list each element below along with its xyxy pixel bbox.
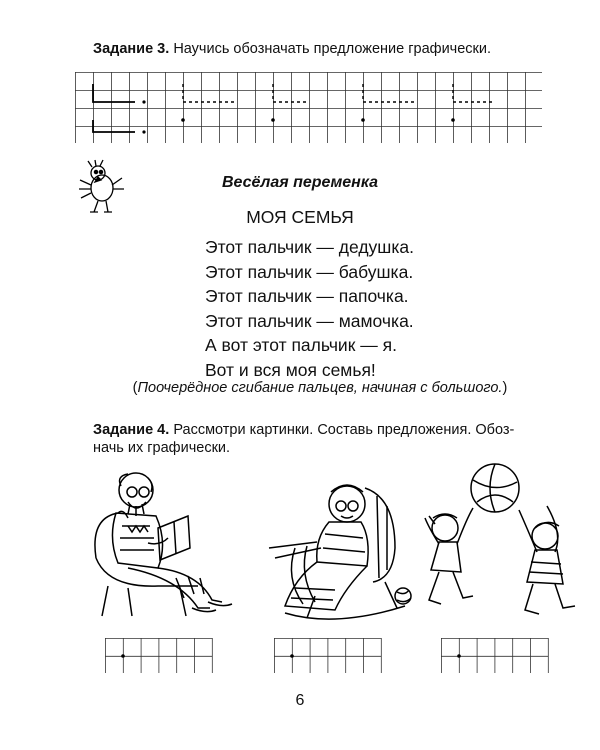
sentence-scheme-dashed-examples — [183, 84, 495, 102]
poem-line: Этот пальчик — папочка. — [205, 286, 409, 306]
poem-note-open: ( — [132, 380, 138, 396]
task3-title: Задание 3. — [93, 41, 170, 57]
task4-title: Задание 4. — [93, 422, 170, 438]
poem-line: А вот этот пальчик — я. — [205, 335, 397, 355]
poem-note-close: ) — [502, 380, 508, 396]
page-number: 6 — [295, 692, 305, 709]
poem-note-text: Поочерёдное сгибание пальцев, начиная с большого. — [137, 380, 503, 396]
poem-line: Этот пальчик — мамочка. — [205, 310, 414, 331]
poem-line: Этот пальчик — дедушка. — [205, 237, 414, 257]
answer-grid-1[interactable] — [105, 638, 213, 674]
task4-text-line1: Рассмотри картинки. Составь предложения. Обоз- — [173, 422, 515, 438]
task3-heading — [93, 40, 491, 58]
task3-practice-grid — [75, 72, 543, 144]
poem-line: Вот и вся моя семья! — [205, 359, 376, 380]
poem-note — [0, 380, 600, 396]
grandfather-reading-illustration — [88, 468, 238, 618]
poem-line: Этот пальчик — бабушка. — [205, 261, 414, 282]
answer-grid-3[interactable] — [441, 638, 549, 674]
grandmother-knitting-illustration — [255, 478, 415, 628]
sentence-scheme-solid-2 — [93, 120, 135, 132]
break-heading: Весёлая переменка — [221, 174, 379, 191]
answer-grid-2[interactable] — [274, 638, 382, 674]
task3-text: Научись обозначать предложение графически. — [173, 41, 492, 57]
task4-text-line2: начь их графически. — [93, 440, 231, 456]
children-playing-ball-illustration — [415, 458, 585, 623]
poem — [205, 235, 414, 382]
sentence-scheme-solid-1 — [93, 84, 135, 102]
poem-title: МОЯ СЕМЬЯ — [246, 207, 354, 227]
task4-heading — [93, 421, 543, 457]
